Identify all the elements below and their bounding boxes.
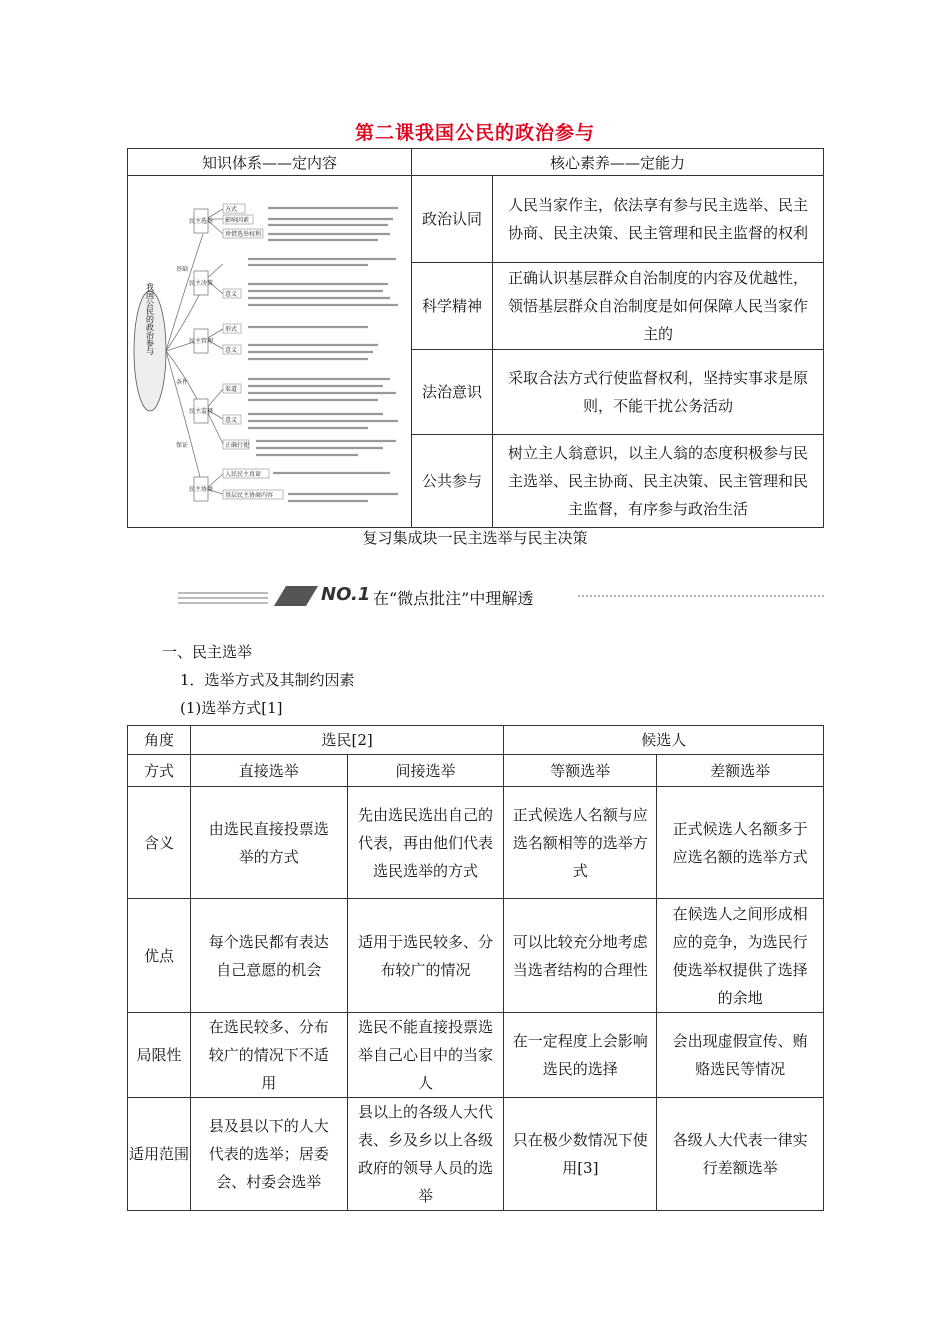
node-8: 正确行使 [225,442,250,449]
header-indirect: 间接选举 [347,755,504,787]
cell: 县以上的各级人大代表、乡及乡以上各级政府的领导人员的选举 [347,1098,504,1211]
header-equal: 等额选举 [504,755,657,787]
node-9: 人民民主真谛 [225,471,262,478]
cell: 在一定程度上会影响选民的选择 [504,1013,657,1098]
literacy-label-1: 科学精神 [412,263,493,350]
group-label-1: 条件 [176,379,189,386]
election-methods-table [127,725,824,1211]
right-header: 核心素养——定能力 [412,149,824,176]
knowledge-ability-table [127,148,824,528]
row-label: 适用范围 [128,1098,191,1211]
banner-badge: NO.1 [321,584,371,605]
mindmap-root-text: 我国公民的政治参与 [145,283,155,355]
section-heading: 一、民主选举 [162,643,253,661]
node-1: 影响因素 [225,217,250,224]
literacy-label-2: 法治意识 [412,350,493,435]
branch-2: 民主管理 [188,338,214,345]
cell: 在候选人之间形成相应的竞争，为选民行使选举权提供了选择的余地 [657,899,824,1013]
node-0: 方式 [225,206,238,213]
branch-1: 民主决策 [188,280,214,287]
node-7: 意义 [225,417,238,424]
branch-3: 民主监督 [188,408,214,415]
table-row [128,1098,824,1211]
cell: 正式候选人名额多于应选名额的选举方式 [657,787,824,899]
header-angle: 角度 [128,726,191,755]
cell: 只在极少数情况下使用[3] [504,1098,657,1211]
header-direct: 直接选举 [190,755,347,787]
node-2: 珍惜选举权利 [225,231,262,238]
cell: 县及县以下的人大代表的选举；居委会、村委会选举 [190,1098,347,1211]
subsection-2: (1)选举方式[1] [180,699,283,717]
group-label-2: 保证 [176,442,189,449]
literacy-text-3: 树立主人翁意识，以主人翁的态度积极参与民主选举、民主协商、民主决策、民主管理和民主监督，有序参与政治生活 [493,435,824,528]
row-label: 含义 [128,787,191,899]
cell: 由选民直接投票选举的方式 [190,787,347,899]
header-method: 方式 [128,755,191,787]
banner-text: 在“微点批注”中理解透 [373,589,534,608]
literacy-text-1: 正确认识基层群众自治制度的内容及优越性，领悟基层群众自治制度是如何保障人民当家作主的 [493,263,824,350]
table-row [128,787,824,899]
node-4: 形式 [225,326,238,333]
header-candidates: 候选人 [504,726,824,755]
cell: 各级人大代表一律实行差额选举 [657,1098,824,1211]
cell: 正式候选人名额与应选名额相等的选举方式 [504,787,657,899]
mind-map-diagram [128,179,409,524]
cell: 每个选民都有表达自己意愿的机会 [190,899,347,1013]
cell: 先由选民选出自己的代表，再由他们代表选民选举的方式 [347,787,504,899]
cell: 会出现虚假宣传、贿赂选民等情况 [657,1013,824,1098]
node-6: 渠道 [225,386,238,393]
table-row [128,899,824,1013]
left-header: 知识体系——定内容 [128,149,412,176]
header-voters: 选民[2] [190,726,504,755]
row-label: 优点 [128,899,191,1013]
cell: 适用于选民较多、分布较广的情况 [347,899,504,1013]
node-3: 意义 [225,291,238,298]
node-10: 基层民主协商内容 [225,492,274,499]
branch-4: 民主协商 [188,486,214,493]
cell: 选民不能直接投票选举自己心目中的当家人 [347,1013,504,1098]
cell: 可以比较充分地考虑当选者结构的合理性 [504,899,657,1013]
literacy-label-3: 公共参与 [412,435,493,528]
table-row [128,1013,824,1098]
literacy-text-2: 采取合法方式行使监督权利，坚持实事求是原则，不能干扰公务活动 [493,350,824,435]
group-label-0: 基础 [176,266,189,273]
mind-map-cell [128,176,412,528]
section-banner [178,582,824,610]
node-5: 意义 [225,347,238,354]
subsection-1: 1．选举方式及其制约因素 [180,671,355,689]
cell: 在选民较多、分布较广的情况下不适用 [190,1013,347,1098]
literacy-text-0: 人民当家作主，依法享有参与民主选举、民主协商、民主决策、民主管理和民主监督的权利 [493,176,824,263]
literacy-label-0: 政治认同 [412,176,493,263]
page-title: 第二课我国公民的政治参与 [354,122,595,144]
row-label: 局限性 [128,1013,191,1098]
branch-0: 民主选举 [188,218,214,225]
section-subtitle: 复习集成块一民主选举与民主决策 [362,529,588,547]
header-competitive: 差额选举 [657,755,824,787]
